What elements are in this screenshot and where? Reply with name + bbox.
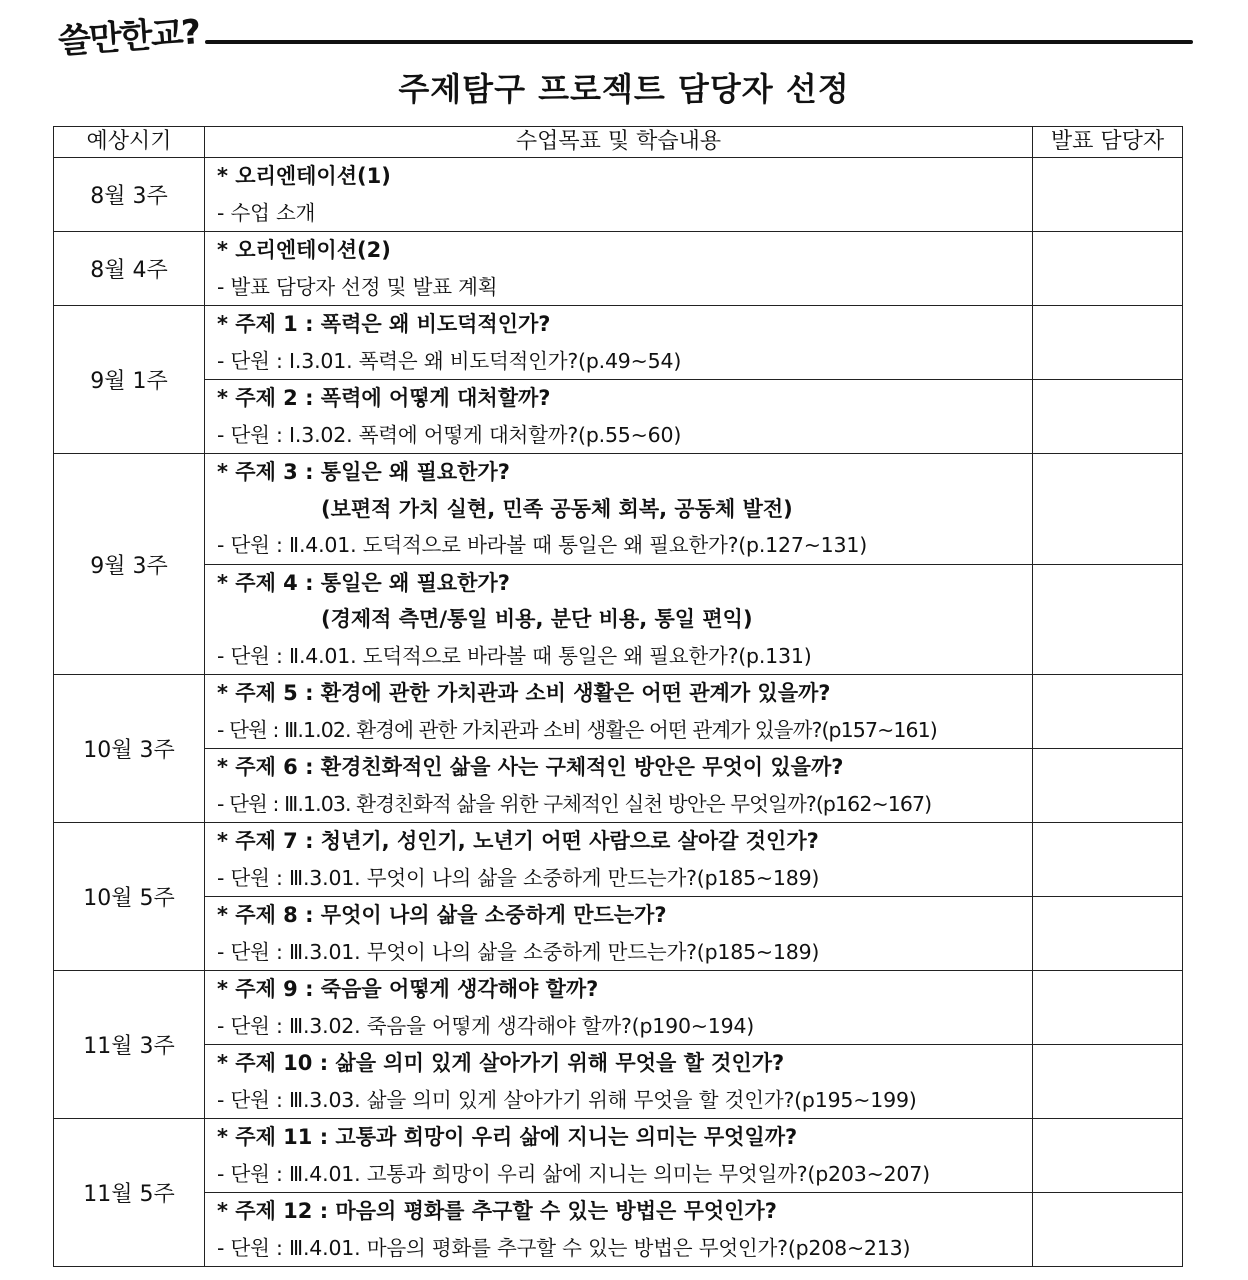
table-row: [54, 158, 1183, 232]
topic-title: * 주제 1 : 폭력은 왜 비도덕적인가?: [217, 312, 551, 336]
table-row: [54, 675, 1183, 749]
topic-detail: - 수업 소개: [217, 200, 316, 225]
topic-detail: - 단원 : Ⅲ.3.01. 무엇이 나의 삶을 소중하게 만드는가?(p185~189): [217, 939, 820, 964]
presenter-cell[interactable]: [1033, 971, 1183, 1045]
topic-detail: - 단원 : Ⅲ.4.01. 고통과 희망이 우리 삶에 지니는 의미는 무엇일까?(p203~207): [217, 1161, 930, 1186]
content-cell: [205, 454, 1033, 565]
presenter-cell[interactable]: [1033, 675, 1183, 749]
table-header-row: [54, 127, 1183, 158]
period-cell: 8월 4주: [54, 232, 205, 306]
content-cell: [205, 897, 1033, 971]
topic-title: * 주제 2 : 폭력에 어떻게 대처할까?: [217, 386, 551, 410]
topic-title: * 주제 7 : 청년기, 성인기, 노년기 어떤 사람으로 살아갈 것인가?: [217, 829, 819, 853]
topic-detail: - 단원 : Ⅲ.3.01. 무엇이 나의 삶을 소중하게 만드는가?(p185~189): [217, 865, 820, 890]
content-cell: [205, 306, 1033, 380]
topic-detail: - 단원 : Ⅰ.3.02. 폭력에 어떻게 대처할까?(p.55~60): [217, 422, 682, 447]
topic-detail: - 단원 : Ⅲ.1.02. 환경에 관한 가치관과 소비 생활은 어떤 관계가 있을까?(p157~161): [217, 717, 937, 742]
presenter-cell[interactable]: [1033, 1045, 1183, 1119]
period-cell: 11월 3주: [54, 971, 205, 1119]
presenter-cell[interactable]: [1033, 158, 1183, 232]
content-cell: [205, 1045, 1033, 1119]
presenter-cell[interactable]: [1033, 454, 1183, 565]
topic-title: * 주제 3 : 통일은 왜 필요한가?: [217, 460, 510, 484]
table-row: [54, 971, 1183, 1045]
period-cell: 10월 3주: [54, 675, 205, 823]
topic-title: * 주제 10 : 삶을 의미 있게 살아가기 위해 무엇을 할 것인가?: [217, 1051, 785, 1075]
presenter-cell[interactable]: [1033, 306, 1183, 380]
presenter-cell[interactable]: [1033, 749, 1183, 823]
content-cell: [205, 158, 1033, 232]
topic-title: * 주제 5 : 환경에 관한 가치관과 소비 생활은 어떤 관계가 있을까?: [217, 681, 831, 705]
brand-logo: 쓸만한교?: [56, 12, 201, 62]
topic-title: * 오리엔테이션(2): [217, 238, 391, 262]
table-row: [54, 232, 1183, 306]
column-header-period: 예상시기: [54, 127, 205, 158]
topic-title: * 주제 9 : 죽음을 어떻게 생각해야 할까?: [217, 977, 599, 1001]
column-header-presenter: 발표 담당자: [1033, 127, 1183, 158]
schedule-table: [53, 126, 1183, 1267]
presenter-cell[interactable]: [1033, 1119, 1183, 1193]
topic-detail: - 단원 : Ⅰ.3.01. 폭력은 왜 비도덕적인가?(p.49~54): [217, 348, 682, 373]
presenter-cell[interactable]: [1033, 564, 1183, 675]
topic-subtitle: (보편적 가치 실현, 민족 공동체 회복, 공동체 발전): [321, 496, 793, 521]
schedule-body: [54, 158, 1183, 1267]
content-cell: [205, 564, 1033, 675]
topic-title: * 주제 6 : 환경친화적인 삶을 사는 구체적인 방안은 무엇이 있을까?: [217, 755, 844, 779]
content-cell: [205, 749, 1033, 823]
content-cell: [205, 971, 1033, 1045]
content-cell: [205, 823, 1033, 897]
topic-detail: - 단원 : Ⅲ.4.01. 마음의 평화를 추구할 수 있는 방법은 무엇인가?(p208~213): [217, 1235, 911, 1260]
period-cell: 8월 3주: [54, 158, 205, 232]
topic-detail: - 단원 : Ⅲ.3.02. 죽음을 어떻게 생각해야 할까?(p190~194): [217, 1013, 755, 1038]
column-header-content: 수업목표 및 학습내용: [205, 127, 1033, 158]
topic-title: * 주제 11 : 고통과 희망이 우리 삶에 지니는 의미는 무엇일까?: [217, 1125, 798, 1149]
table-row: [54, 564, 1183, 675]
table-row: [54, 380, 1183, 454]
presenter-cell[interactable]: [1033, 232, 1183, 306]
content-cell: [205, 232, 1033, 306]
topic-detail: - 단원 : Ⅱ.4.01. 도덕적으로 바라볼 때 통일은 왜 필요한가?(p.127~131): [217, 533, 868, 557]
table-row: [54, 749, 1183, 823]
period-cell: 9월 1주: [54, 306, 205, 454]
table-row: [54, 823, 1183, 897]
content-cell: [205, 1193, 1033, 1267]
presenter-cell[interactable]: [1033, 1193, 1183, 1267]
header-rule: [205, 40, 1193, 44]
table-row: [54, 306, 1183, 380]
page-header: [0, 0, 1248, 118]
period-cell: 11월 5주: [54, 1119, 205, 1267]
page-title: 주제탐구 프로젝트 담당자 선정: [398, 70, 850, 108]
presenter-cell[interactable]: [1033, 380, 1183, 454]
period-cell: 9월 3주: [54, 454, 205, 675]
content-cell: [205, 675, 1033, 749]
topic-title: * 주제 12 : 마음의 평화를 추구할 수 있는 방법은 무엇인가?: [217, 1199, 777, 1223]
presenter-cell[interactable]: [1033, 823, 1183, 897]
period-cell: 10월 5주: [54, 823, 205, 971]
content-cell: [205, 380, 1033, 454]
table-row: [54, 454, 1183, 565]
topic-detail: - 발표 담당자 선정 및 발표 계획: [217, 274, 498, 299]
topic-detail: - 단원 : Ⅲ.3.03. 삶을 의미 있게 살아가기 위해 무엇을 할 것인가?(p195~199): [217, 1087, 917, 1112]
presenter-cell[interactable]: [1033, 897, 1183, 971]
content-cell: [205, 1119, 1033, 1193]
topic-title: * 오리엔테이션(1): [217, 164, 391, 188]
topic-subtitle: (경제적 측면/통일 비용, 분단 비용, 통일 편익): [321, 607, 753, 631]
table-row: [54, 1193, 1183, 1267]
topic-detail: - 단원 : Ⅲ.1.03. 환경친화적 삶을 위한 구체적인 실천 방안은 무엇일까?(p162~167): [217, 791, 932, 816]
topic-detail: - 단원 : Ⅱ.4.01. 도덕적으로 바라볼 때 통일은 왜 필요한가?(p.131): [217, 643, 812, 668]
table-row: [54, 897, 1183, 971]
table-row: [54, 1119, 1183, 1193]
topic-title: * 주제 4 : 통일은 왜 필요한가?: [217, 570, 510, 595]
table-row: [54, 1045, 1183, 1119]
topic-title: * 주제 8 : 무엇이 나의 삶을 소중하게 만드는가?: [217, 903, 667, 927]
